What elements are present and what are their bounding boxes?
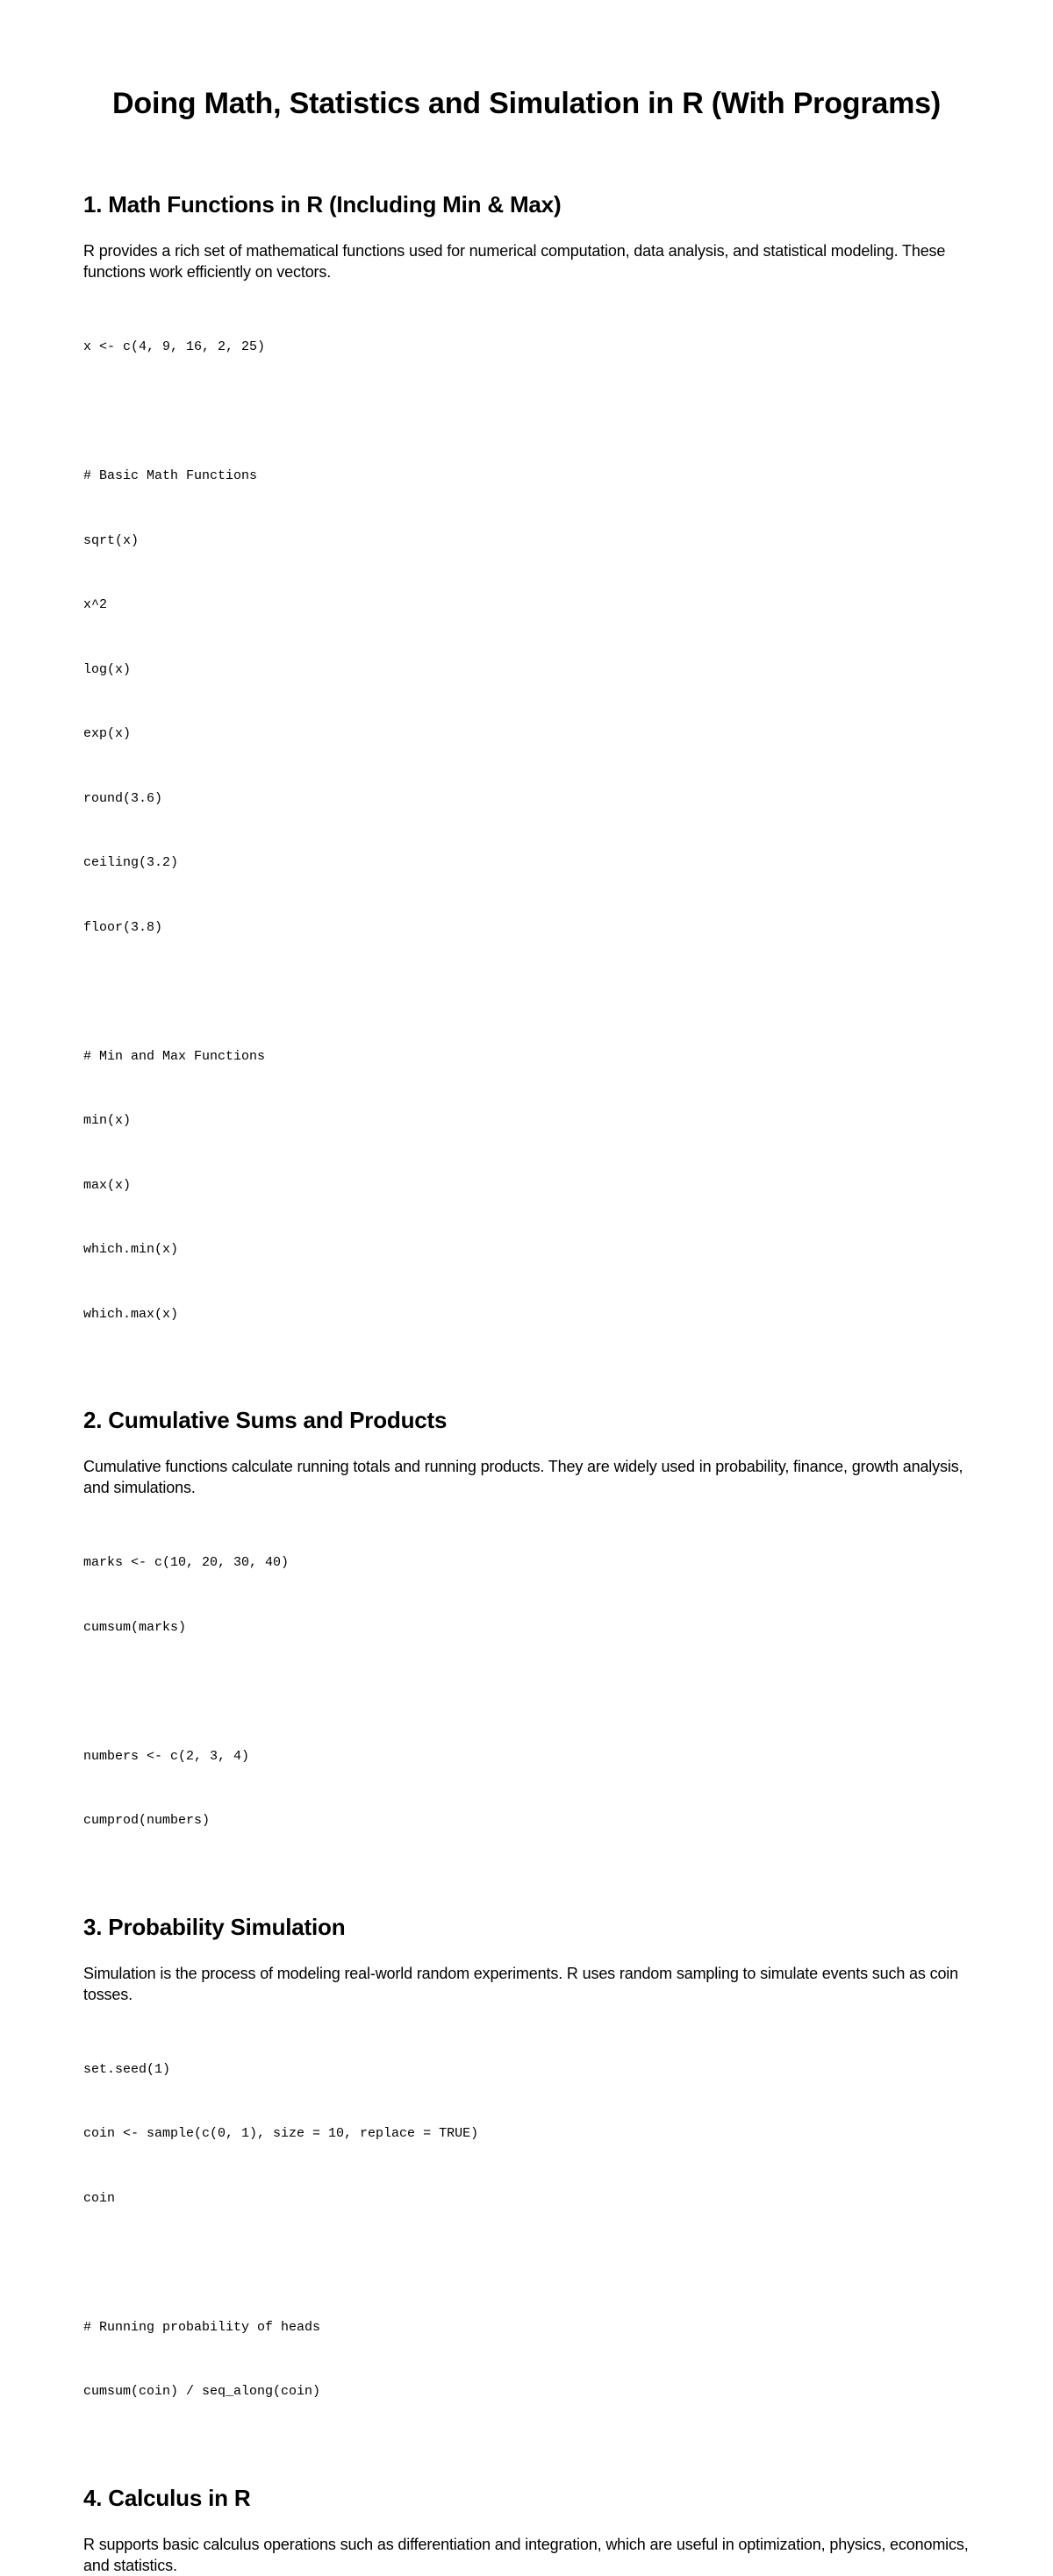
code-line: # Running probability of heads (83, 2319, 321, 2335)
code-line: ceiling(3.2) (83, 855, 179, 870)
code-line: which.min(x) (83, 1242, 179, 1257)
code-line: # Min and Max Functions (83, 1048, 266, 1064)
code-line: cumsum(marks) (83, 1619, 187, 1635)
section-probability-simulation (83, 1913, 970, 2446)
code-line (83, 402, 970, 424)
section-heading: 4. Calculus in R (83, 2484, 251, 2511)
document-page (83, 84, 970, 2576)
section-heading: 1. Math Functions in R (Including Min & Max) (83, 191, 562, 218)
code-block (83, 2016, 970, 2446)
code-line: set.seed(1) (83, 2061, 171, 2077)
code-line: min(x) (83, 1113, 132, 1128)
section-heading: 3. Probability Simulation (83, 1913, 346, 1940)
document-title: Doing Math, Statistics and Simulation in R (With Programs) (112, 87, 941, 120)
code-line: which.max(x) (83, 1306, 179, 1322)
code-line: marks <- c(10, 20, 30, 40) (83, 1555, 290, 1570)
code-block (83, 1509, 970, 1875)
code-line (83, 1681, 970, 1703)
code-line: coin <- sample(c(0, 1), size = 10, replace = TRUE) (83, 2126, 479, 2141)
code-line (83, 981, 970, 1003)
code-line: # Basic Math Functions (83, 468, 258, 483)
section-heading: 2. Cumulative Sums and Products (83, 1407, 448, 1433)
code-line: max(x) (83, 1177, 132, 1193)
code-line: cumprod(numbers) (83, 1813, 211, 1828)
code-line: cumsum(coin) / seq_along(coin) (83, 2384, 321, 2399)
section-math-functions (83, 190, 970, 1368)
code-line (83, 2252, 970, 2274)
code-line: log(x) (83, 661, 132, 677)
code-line: x^2 (83, 597, 108, 612)
section-calculus (83, 2484, 970, 2576)
section-cumulative (83, 1406, 970, 1875)
code-line: sqrt(x) (83, 532, 140, 548)
section-paragraph: Simulation is the process of modeling real-world random experiments. R uses random sampling to simulate events such as coin tosses. (83, 1964, 959, 2003)
section-paragraph: Cumulative functions calculate running totals and running products. They are widely used in probability, finance, growth analysis, and simulations. (83, 1458, 963, 1496)
section-paragraph: R provides a rich set of mathematical functions used for numerical computation, data analysis, and statistical modeling. These functions work efficiently on vectors. (83, 242, 946, 281)
code-line: x <- c(4, 9, 16, 2, 25) (83, 339, 266, 354)
code-line: floor(3.8) (83, 919, 163, 935)
code-line: exp(x) (83, 726, 132, 741)
code-line: round(3.6) (83, 790, 163, 806)
code-line: numbers <- c(2, 3, 4) (83, 1748, 250, 1764)
code-line: coin (83, 2190, 116, 2206)
section-paragraph: R supports basic calculus operations such as differentiation and integration, which are useful in optimization, physics, economics, and statistics. (83, 2535, 969, 2574)
code-block (83, 294, 970, 1368)
